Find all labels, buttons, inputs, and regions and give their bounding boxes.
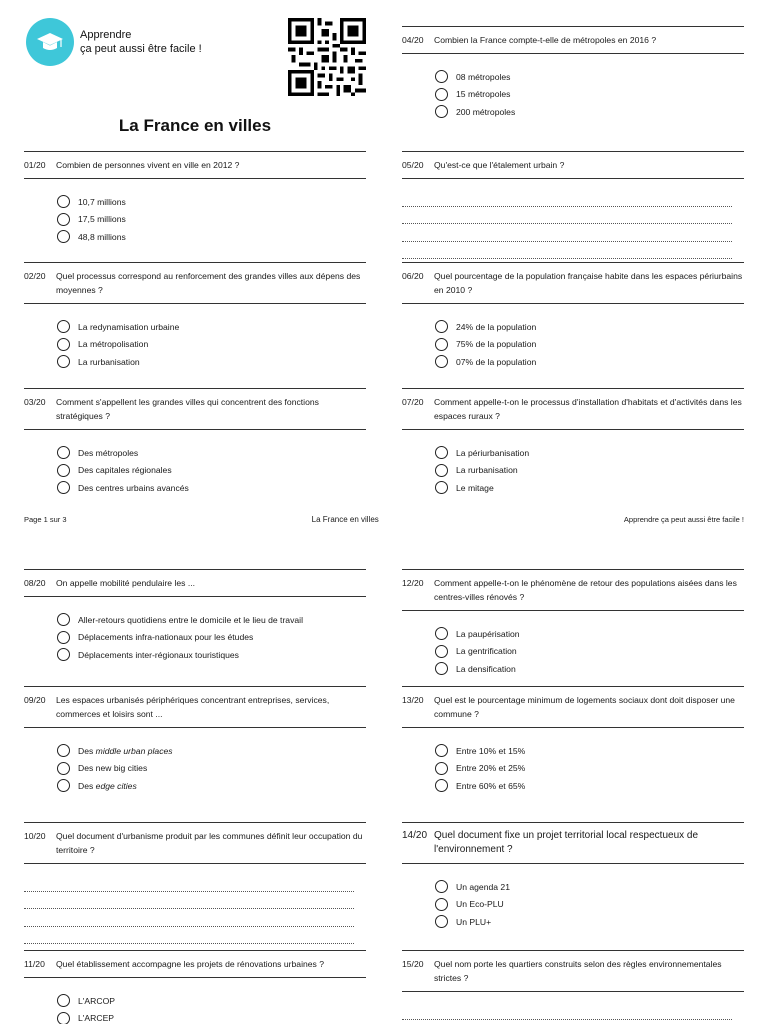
question-number: 02/20 bbox=[24, 271, 46, 281]
answer-label: Déplacements inter-régionaux touristiques bbox=[78, 649, 239, 660]
answer-option[interactable] bbox=[435, 742, 744, 760]
answer-option[interactable] bbox=[435, 462, 744, 480]
answer-label: La paupérisation bbox=[456, 628, 520, 639]
footer-page-number: Page 1 sur 3 bbox=[24, 515, 67, 524]
radio-circle-icon[interactable] bbox=[57, 338, 70, 351]
answer-option[interactable] bbox=[57, 992, 366, 1010]
answer-options bbox=[402, 625, 744, 678]
answer-options bbox=[402, 444, 744, 497]
answer-label: Un PLU+ bbox=[456, 916, 492, 927]
answer-label: Des edge cities bbox=[78, 780, 137, 791]
answer-label: Entre 20% et 25% bbox=[456, 763, 526, 774]
question-09 bbox=[24, 686, 366, 795]
radio-circle-icon[interactable] bbox=[57, 446, 70, 459]
answer-label: Des centres urbains avancés bbox=[78, 482, 189, 493]
answer-label: Des middle urban places bbox=[78, 745, 173, 756]
radio-circle-icon[interactable] bbox=[435, 744, 448, 757]
answer-label: Des métropoles bbox=[78, 447, 139, 458]
question-number: 08/20 bbox=[24, 578, 46, 588]
answer-label: La densification bbox=[456, 663, 516, 674]
question-05 bbox=[402, 151, 744, 259]
question-number: 06/20 bbox=[402, 271, 424, 281]
answer-label: Le mitage bbox=[456, 482, 494, 493]
answer-option[interactable] bbox=[435, 444, 744, 462]
answer-options bbox=[24, 611, 366, 664]
answer-option[interactable] bbox=[57, 629, 366, 647]
radio-circle-icon[interactable] bbox=[57, 195, 70, 208]
question-header bbox=[402, 822, 744, 864]
brand-line-1: Apprendre bbox=[80, 29, 132, 41]
question-header bbox=[402, 151, 744, 179]
answer-label: Aller-retours quotidiens entre le domicile et le lieu de travail bbox=[78, 614, 303, 625]
brand-line-2: ça peut aussi être facile ! bbox=[80, 43, 202, 55]
answer-option[interactable] bbox=[57, 742, 366, 760]
radio-circle-icon[interactable] bbox=[435, 70, 448, 83]
question-header bbox=[24, 686, 366, 728]
answer-label: 75% de la population bbox=[456, 339, 537, 350]
radio-circle-icon[interactable] bbox=[57, 355, 70, 368]
page-footer bbox=[24, 515, 744, 524]
answer-option[interactable] bbox=[57, 760, 366, 778]
radio-circle-icon[interactable] bbox=[435, 481, 448, 494]
answer-option[interactable] bbox=[435, 625, 744, 643]
radio-circle-icon[interactable] bbox=[435, 779, 448, 792]
graduation-cap-icon bbox=[35, 27, 65, 57]
answer-label: 15 métropoles bbox=[456, 89, 511, 100]
answer-option[interactable] bbox=[435, 103, 744, 121]
answer-label: 08 métropoles bbox=[456, 71, 511, 82]
radio-circle-icon[interactable] bbox=[57, 631, 70, 644]
answer-option[interactable] bbox=[435, 878, 744, 896]
answer-label: La rurbanisation bbox=[78, 356, 140, 367]
brand-tagline bbox=[80, 28, 202, 56]
radio-circle-icon[interactable] bbox=[435, 915, 448, 928]
question-number: 03/20 bbox=[24, 397, 46, 407]
radio-circle-icon[interactable] bbox=[435, 88, 448, 101]
question-header bbox=[24, 388, 366, 430]
question-header bbox=[402, 262, 744, 304]
question-text: On appelle mobilité pendulaire les ... bbox=[56, 578, 196, 588]
question-text: Quel document d'urbanisme produit par les communes définit leur occupation du territoire ? bbox=[56, 831, 363, 855]
radio-circle-icon[interactable] bbox=[57, 762, 70, 775]
question-02 bbox=[24, 262, 366, 371]
radio-circle-icon[interactable] bbox=[435, 880, 448, 893]
question-text: Qu'est-ce que l'étalement urbain ? bbox=[434, 160, 565, 170]
answer-label: Déplacements infra-nationaux pour les études bbox=[78, 632, 254, 643]
answer-label: 48,8 millions bbox=[78, 231, 126, 242]
qr-code-icon bbox=[288, 18, 366, 96]
question-text: Quel est le pourcentage minimum de logements sociaux dont doit disposer une commune ? bbox=[434, 695, 735, 719]
question-text: Combien la France compte-t-elle de métropoles en 2016 ? bbox=[434, 35, 657, 45]
radio-circle-icon[interactable] bbox=[435, 645, 448, 658]
question-number: 13/20 bbox=[402, 695, 424, 705]
question-15 bbox=[402, 950, 744, 1024]
radio-circle-icon[interactable] bbox=[57, 464, 70, 477]
question-header bbox=[24, 569, 366, 597]
radio-circle-icon[interactable] bbox=[57, 481, 70, 494]
answer-label: Un Eco-PLU bbox=[456, 899, 504, 910]
answer-option[interactable] bbox=[435, 760, 744, 778]
answer-option[interactable] bbox=[435, 479, 744, 497]
question-text: Comment s'appellent les grandes villes qui concentrent des fonctions stratégiques ? bbox=[56, 397, 319, 421]
question-03 bbox=[24, 388, 366, 497]
question-number: 14/20 bbox=[402, 830, 428, 841]
question-number: 01/20 bbox=[24, 160, 46, 170]
radio-circle-icon[interactable] bbox=[57, 213, 70, 226]
radio-circle-icon[interactable] bbox=[57, 1012, 70, 1024]
answer-label: Des capitales régionales bbox=[78, 465, 172, 476]
answer-option[interactable] bbox=[57, 353, 366, 371]
answer-options bbox=[24, 193, 366, 246]
answer-option[interactable] bbox=[57, 228, 366, 246]
dotted-answer-line[interactable] bbox=[402, 242, 732, 260]
answer-options bbox=[402, 742, 744, 795]
answer-label: La gentrification bbox=[456, 646, 517, 657]
answer-label: 17,5 millions bbox=[78, 214, 126, 225]
answer-option[interactable] bbox=[57, 318, 366, 336]
answer-label: 200 métropoles bbox=[456, 106, 516, 117]
page-title: La France en villes bbox=[118, 116, 272, 135]
question-text: Combien de personnes vivent en ville en 2012 ? bbox=[56, 160, 240, 170]
answer-option[interactable] bbox=[57, 479, 366, 497]
radio-circle-icon[interactable] bbox=[435, 627, 448, 640]
answer-options bbox=[24, 318, 366, 371]
question-text: Quel établissement accompagne les projets de rénovations urbaines ? bbox=[56, 959, 324, 969]
question-number: 11/20 bbox=[24, 959, 45, 969]
answer-option[interactable] bbox=[57, 777, 366, 795]
answer-options bbox=[402, 318, 744, 371]
dotted-answer-line[interactable] bbox=[24, 909, 354, 927]
answer-lines[interactable] bbox=[24, 874, 366, 944]
question-header bbox=[402, 26, 744, 54]
radio-circle-icon[interactable] bbox=[435, 662, 448, 675]
footer-title: La France en villes bbox=[311, 515, 379, 524]
answer-option[interactable] bbox=[57, 444, 366, 462]
answer-option[interactable] bbox=[435, 336, 744, 354]
answer-label: Entre 60% et 65% bbox=[456, 780, 526, 791]
question-text: Comment appelle-t-on le phénomène de retour des populations aisées dans les centres-villes rénovés ? bbox=[434, 578, 737, 602]
question-07 bbox=[402, 388, 744, 497]
footer-tagline: Apprendre ça peut aussi être facile ! bbox=[623, 515, 744, 524]
radio-circle-icon[interactable] bbox=[435, 898, 448, 911]
answer-label: L'ARCEP bbox=[78, 1013, 115, 1024]
question-14 bbox=[402, 822, 744, 931]
answer-option[interactable] bbox=[57, 646, 366, 664]
question-number: 05/20 bbox=[402, 160, 424, 170]
answer-option[interactable] bbox=[57, 211, 366, 229]
question-number: 12/20 bbox=[402, 578, 424, 588]
logo bbox=[26, 18, 74, 66]
answer-option[interactable] bbox=[57, 611, 366, 629]
radio-circle-icon[interactable] bbox=[57, 230, 70, 243]
radio-circle-icon[interactable] bbox=[435, 105, 448, 118]
radio-circle-icon[interactable] bbox=[57, 648, 70, 661]
answer-option[interactable] bbox=[57, 462, 366, 480]
answer-label: La métropolisation bbox=[78, 339, 149, 350]
answer-label: Des new big cities bbox=[78, 763, 148, 774]
question-04 bbox=[402, 26, 744, 121]
radio-circle-icon[interactable] bbox=[435, 446, 448, 459]
question-11 bbox=[24, 950, 366, 1024]
question-06 bbox=[402, 262, 744, 371]
dotted-answer-line[interactable] bbox=[24, 874, 354, 892]
answer-label: Entre 10% et 15% bbox=[456, 745, 526, 756]
question-12 bbox=[402, 569, 744, 678]
answer-options bbox=[402, 68, 744, 121]
dotted-answer-line[interactable] bbox=[402, 207, 732, 225]
answer-options bbox=[24, 992, 366, 1024]
answer-lines[interactable] bbox=[402, 189, 744, 259]
question-text: Quel pourcentage de la population française habite dans les espaces périurbains en 2010 ? bbox=[434, 271, 743, 295]
question-header bbox=[24, 950, 366, 978]
radio-circle-icon[interactable] bbox=[57, 779, 70, 792]
radio-circle-icon[interactable] bbox=[57, 320, 70, 333]
answer-option[interactable] bbox=[435, 68, 744, 86]
dotted-answer-line[interactable] bbox=[402, 1020, 732, 1024]
question-01 bbox=[24, 151, 366, 246]
question-header bbox=[24, 151, 366, 179]
answer-option[interactable] bbox=[435, 660, 744, 678]
radio-circle-icon[interactable] bbox=[57, 744, 70, 757]
radio-circle-icon[interactable] bbox=[435, 320, 448, 333]
dotted-answer-line[interactable] bbox=[24, 892, 354, 910]
question-13 bbox=[402, 686, 744, 795]
answer-label: 24% de la population bbox=[456, 321, 537, 332]
question-text: Quel processus correspond au renforcement des grandes villes aux dépens des moyennes ? bbox=[56, 271, 361, 295]
question-text: Les espaces urbanisés périphériques concentrant entreprises, services, commerces et loisirs sont ... bbox=[56, 695, 330, 719]
question-text: Quel document fixe un projet territorial local respectueux de l'environnement ? bbox=[434, 830, 699, 855]
answer-label: L'ARCOP bbox=[78, 995, 115, 1006]
question-header bbox=[402, 569, 744, 611]
radio-circle-icon[interactable] bbox=[57, 994, 70, 1007]
question-08 bbox=[24, 569, 366, 664]
radio-circle-icon[interactable] bbox=[435, 762, 448, 775]
question-number: 09/20 bbox=[24, 695, 46, 705]
question-text: Comment appelle-t-on le processus d'installation d'habitats et d'activités dans les espaces ruraux ? bbox=[434, 397, 742, 421]
dotted-answer-line[interactable] bbox=[24, 927, 354, 945]
question-header bbox=[402, 686, 744, 728]
question-number: 04/20 bbox=[402, 35, 424, 45]
answer-options bbox=[402, 878, 744, 931]
radio-circle-icon[interactable] bbox=[435, 338, 448, 351]
answer-option[interactable] bbox=[435, 643, 744, 661]
answer-option[interactable] bbox=[435, 913, 744, 931]
answer-option[interactable] bbox=[435, 777, 744, 795]
answer-options bbox=[24, 742, 366, 795]
dotted-answer-line[interactable] bbox=[402, 1002, 732, 1020]
answer-option[interactable] bbox=[57, 193, 366, 211]
answer-label: La rurbanisation bbox=[456, 465, 518, 476]
answer-lines[interactable] bbox=[402, 1002, 744, 1024]
question-10 bbox=[24, 822, 366, 944]
question-header bbox=[24, 822, 366, 864]
answer-option[interactable] bbox=[435, 896, 744, 914]
answer-label: 10,7 millions bbox=[78, 196, 126, 207]
question-header bbox=[402, 388, 744, 430]
question-number: 15/20 bbox=[402, 959, 424, 969]
radio-circle-icon[interactable] bbox=[435, 464, 448, 477]
answer-label: 07% de la population bbox=[456, 356, 537, 367]
answer-label: La redynamisation urbaine bbox=[78, 321, 180, 332]
answer-label: Un agenda 21 bbox=[456, 881, 510, 892]
answer-option[interactable] bbox=[435, 353, 744, 371]
answer-option[interactable] bbox=[435, 318, 744, 336]
question-number: 07/20 bbox=[402, 397, 424, 407]
radio-circle-icon[interactable] bbox=[57, 613, 70, 626]
question-number: 10/20 bbox=[24, 831, 46, 841]
answer-options bbox=[24, 444, 366, 497]
question-header bbox=[24, 262, 366, 304]
dotted-answer-line[interactable] bbox=[402, 224, 732, 242]
dotted-answer-line[interactable] bbox=[402, 189, 732, 207]
answer-option[interactable] bbox=[57, 336, 366, 354]
answer-label: La périurbanisation bbox=[456, 447, 530, 458]
answer-option[interactable] bbox=[435, 86, 744, 104]
question-text: Quel nom porte les quartiers construits selon des règles environnementales strictes ? bbox=[434, 959, 722, 983]
question-header bbox=[402, 950, 744, 992]
radio-circle-icon[interactable] bbox=[435, 355, 448, 368]
answer-option[interactable] bbox=[57, 1010, 366, 1024]
